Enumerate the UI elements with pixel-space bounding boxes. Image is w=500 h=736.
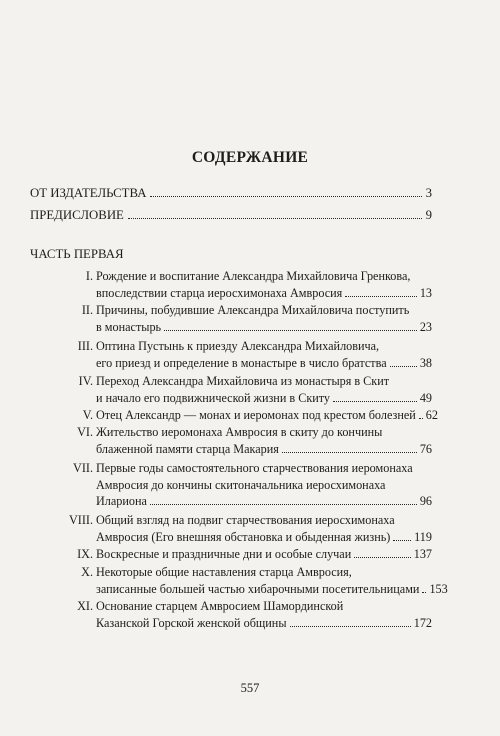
page-number: 557 (240, 681, 260, 695)
chapter-title (96, 338, 432, 371)
chapter-number: IV. (78, 374, 93, 388)
chapter-title-text: Первые годы самостоятельного старчествования иеромонаха (96, 461, 413, 475)
chapter-title (96, 512, 432, 545)
chapter-title-line (96, 319, 432, 336)
chapter-title-line (96, 268, 432, 285)
chapter-number: II. (81, 303, 93, 317)
chapter-title-text: блаженной памяти старца Макария (96, 441, 279, 456)
chapter-title-line (96, 355, 432, 372)
chapter-title-line (96, 493, 432, 510)
toc-entry-page: 9 (425, 208, 432, 222)
toc-entry-publisher (30, 185, 432, 201)
chapter-title-line (96, 477, 432, 494)
chapter-title-text: Отец Александр — монах и иеромонах под крестом болезней (96, 408, 416, 422)
chapter-title-text: Воскресные и праздничные дни и особые случаи (96, 547, 352, 561)
chapter-title (96, 373, 432, 406)
chapter-title-text: и начало его подвижнической жизни в Скиту (96, 390, 331, 405)
chapter-title-text: Амвросия до кончины скитоначальника иеросхимонаха (96, 477, 386, 492)
chapter-title-line (96, 424, 432, 441)
part-heading: ЧАСТЬ ПЕРВАЯ (30, 247, 124, 261)
chapter-title (96, 564, 448, 597)
chapter-title-text: Некоторые общие наставления старца Амвросия, (96, 565, 352, 579)
chapter-page: 96 (419, 494, 432, 508)
dot-leader (393, 540, 411, 541)
chapter-title (96, 460, 432, 510)
chapter-title-line (96, 338, 432, 355)
toc-entry-preface (30, 207, 432, 223)
chapter-number: III. (77, 339, 93, 353)
chapter-number: V. (82, 408, 93, 422)
chapter-title-text: записанные большей частью хибарочными посетительницами (96, 581, 420, 596)
chapter-title-text: Рождение и воспитание Александра Михайловича Гренкова, (96, 269, 411, 283)
chapter-page: 137 (413, 547, 432, 561)
chapter-title-line (96, 598, 432, 615)
toc-entry-label: ПРЕДИСЛОВИЕ (30, 208, 124, 222)
dot-leader (164, 330, 417, 331)
chapter-title (96, 546, 432, 563)
chapter-title-text: Причины, побудившие Александра Михайловича поступить (96, 303, 410, 317)
chapter-number: VII. (73, 461, 93, 475)
toc-entry-label: ОТ ИЗДАТЕЛЬСТВА (30, 186, 147, 200)
chapter-page: 13 (419, 285, 432, 300)
chapter-title-line (96, 546, 432, 563)
chapter-title-text: Переход Александра Михайловича из монастыря в Скит (96, 374, 390, 388)
chapter-title-text: Амвросия (Его внешняя обстановка и обыденная жизнь) (96, 529, 391, 544)
chapter-page: 119 (414, 529, 432, 544)
chapter-title-line (96, 564, 432, 581)
chapter-page: 62 (425, 408, 438, 422)
chapter-title (96, 407, 438, 424)
dot-leader (290, 626, 411, 627)
chapter-title-line (96, 373, 432, 390)
chapter-title-text: его приезд и определение в монастыре в число братства (96, 355, 387, 370)
dot-leader (419, 418, 423, 419)
chapter-page: 153 (429, 581, 448, 596)
chapter-page: 38 (419, 355, 432, 370)
chapter-title (96, 598, 432, 631)
chapter-title (96, 268, 432, 301)
dot-leader (150, 504, 417, 505)
dot-leader (422, 592, 426, 593)
dot-leader (150, 196, 421, 197)
chapter-number: X. (81, 565, 93, 579)
chapter-title (96, 424, 432, 457)
dot-leader (390, 366, 417, 367)
dot-leader (333, 401, 417, 402)
chapter-title-text: Основание старцем Амвросием Шамординской (96, 599, 344, 613)
chapter-title-line (96, 581, 448, 598)
chapter-page: 76 (419, 441, 432, 456)
chapter-title-text: в монастырь (96, 319, 162, 334)
dot-leader (345, 296, 417, 297)
page-title: СОДЕРЖАНИЕ (191, 149, 309, 166)
toc-entry-page: 3 (425, 186, 432, 200)
chapter-number: XI. (77, 599, 93, 613)
chapter-title-text: Общий взгляд на подвиг старчествования иеросхимонаха (96, 513, 395, 527)
chapter-number: IX. (77, 547, 93, 561)
chapter-page: 23 (419, 319, 432, 334)
chapter-title-text: впоследствии старца иеросхимонаха Амвросия (96, 285, 343, 300)
chapter-title-text: Жительство иеромонаха Амвросия в скиту до кончины (96, 425, 383, 439)
dot-leader (354, 557, 410, 558)
chapter-title-text: Илариона (96, 494, 147, 508)
chapter-title-line (96, 407, 438, 424)
chapter-title-text: Казанской Горской женской общины (96, 615, 287, 630)
dot-leader (282, 452, 417, 453)
chapter-title-text: Оптина Пустынь к приезду Александра Михайловича, (96, 339, 380, 353)
chapter-title-line (96, 390, 432, 407)
chapter-number: I. (85, 269, 93, 283)
chapter-title (96, 302, 432, 335)
chapter-page: 172 (413, 615, 432, 630)
chapter-title-line (96, 460, 432, 477)
chapter-title-line (96, 302, 432, 319)
chapter-page: 49 (419, 390, 432, 405)
chapter-number: VI. (77, 425, 93, 439)
chapter-title-line (96, 441, 432, 458)
chapter-title-line (96, 512, 432, 529)
chapter-title-line (96, 615, 432, 632)
chapter-number: VIII. (68, 513, 93, 527)
dot-leader (128, 218, 422, 219)
chapter-title-line (96, 285, 432, 302)
chapter-title-line (96, 529, 432, 546)
